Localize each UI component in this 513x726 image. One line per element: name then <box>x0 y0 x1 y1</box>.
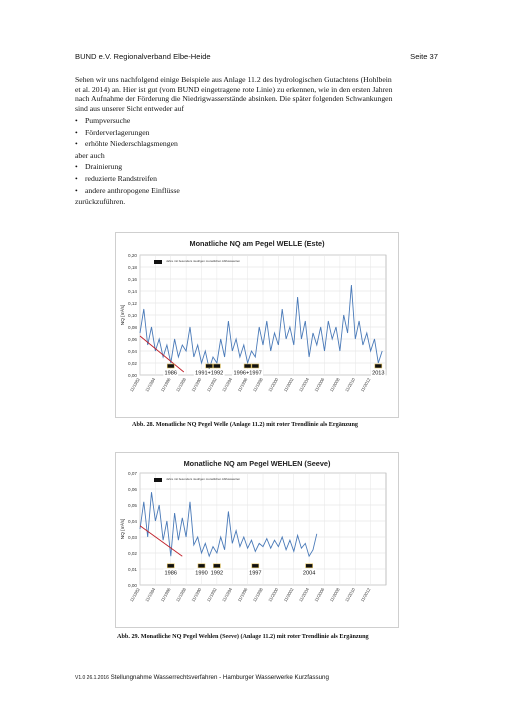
bullet-icon: • <box>75 185 78 195</box>
low-year-marker <box>306 564 313 568</box>
footer-text: Stellungnahme Wasserrechtsverfahren - Hamburger Wasserwerke Kurzfassung <box>110 674 329 681</box>
bullet-icon: • <box>75 116 78 125</box>
intro-paragraph <box>75 75 437 113</box>
low-year-marker <box>252 564 259 568</box>
list-item: • Drainierung <box>75 162 123 172</box>
marker-label: 2013 <box>372 370 385 377</box>
y-tick-label: 0,00 <box>128 372 137 378</box>
bullet-icon: • <box>75 173 78 183</box>
x-tick-label: 11/2002 <box>282 377 295 393</box>
marker-label: 1996+1997 <box>233 370 262 377</box>
figure-caption-wehlen: Abb. 29. Monatliche NQ Pegel Wehlen (Seeve) (Anlage 11.2) mit roter Trendlinie als Ergänzung <box>117 633 369 640</box>
y-tick-label: 0,12 <box>128 300 137 306</box>
y-axis-label: NQ [m³/s] <box>121 304 126 326</box>
intro-line: et al. 2014) an. Hier ist gut (vom BUND eingetragene rote Linie) zu erkennen, wie in den ersten Jahren <box>75 84 393 94</box>
x-tick-label: 11/2004 <box>298 377 310 393</box>
y-tick-label: 0,14 <box>128 288 137 294</box>
x-tick-label: 11/2000 <box>267 587 280 603</box>
low-year-marker <box>206 364 213 368</box>
chart-title: Monatliche NQ am Pegel WELLE (Este) <box>189 239 325 248</box>
bullet-icon: • <box>75 127 78 137</box>
version-label: V1.0 26.1.2016 <box>75 675 109 681</box>
y-tick-label: 0,04 <box>128 518 137 524</box>
x-tick-label: 11/2000 <box>267 377 280 393</box>
bullet-icon: • <box>75 139 78 149</box>
figure-welle <box>115 232 399 418</box>
low-year-marker <box>167 364 174 368</box>
x-tick-label: 11/1986 <box>159 377 172 393</box>
x-tick-label: 11/2012 <box>359 587 372 603</box>
figure-caption-welle: Abb. 28. Monatliche NQ Pegel Welle (Anlage 11.2) mit roter Trendlinie als Ergänzung <box>132 421 359 428</box>
legend-swatch <box>154 478 162 482</box>
low-year-marker <box>167 564 174 568</box>
intro-line: Sehen wir uns nachfolgend einige Beispiele aus Anlage 11.2 des hydrologischen Gutachtens (Hohlbein <box>75 75 392 84</box>
connector-text: aber auch <box>75 150 105 160</box>
x-tick-label: 11/1998 <box>251 377 264 393</box>
legend-swatch <box>154 260 162 264</box>
low-year-marker <box>213 364 220 368</box>
list-item: • Pumpversuche <box>75 116 131 125</box>
bullet-icon: • <box>75 162 78 172</box>
y-tick-label: 0,18 <box>128 264 137 270</box>
marker-label: 1991+1992 <box>195 370 224 377</box>
x-tick-label: 11/1988 <box>175 587 187 603</box>
y-tick-label: 0,16 <box>128 276 137 282</box>
x-tick-label: 11/1994 <box>221 377 234 393</box>
list-item: • Förderverlagerungen <box>75 127 150 137</box>
y-axis-label: NQ [m³/s] <box>121 518 126 540</box>
x-tick-label: 11/1990 <box>190 377 203 393</box>
page-number: Seite 37 <box>410 52 438 61</box>
x-tick-label: 11/2010 <box>344 587 357 603</box>
legend-label: Jahre mit besonders niedrigen monatlichen Abflusswerten <box>166 477 241 481</box>
closing-text: zurückzuführen. <box>75 197 126 207</box>
low-year-marker <box>244 364 251 368</box>
header-org: BUND e.V. Regionalverband Elbe-Heide <box>75 52 211 61</box>
x-tick-label: 11/1986 <box>159 587 172 603</box>
x-tick-label: 11/1988 <box>175 377 187 393</box>
marker-label: 1986 <box>164 370 177 377</box>
intro-line: nach Aufnahme der Förderung die Niedrigwasserstände absinken. Die später folgenden Schwankungen <box>75 94 393 104</box>
x-tick-label: 11/1992 <box>205 377 218 393</box>
marker-label: 1992 <box>210 570 224 577</box>
y-tick-label: 0,04 <box>128 348 137 354</box>
low-year-marker <box>252 364 259 368</box>
x-tick-label: 11/1996 <box>236 377 249 393</box>
x-tick-label: 11/1998 <box>251 587 264 603</box>
y-tick-label: 0,02 <box>128 360 137 366</box>
x-tick-label: 11/2006 <box>313 377 326 393</box>
x-tick-label: 11/2012 <box>359 377 372 393</box>
low-year-marker <box>213 564 220 568</box>
page-footer <box>75 674 329 681</box>
x-tick-label: 11/2010 <box>344 377 357 393</box>
chart-title: Monatliche NQ am Pegel WEHLEN (Seeve) <box>183 459 331 468</box>
chart-welle <box>116 233 398 417</box>
marker-label: 2004 <box>302 570 316 577</box>
y-tick-label: 0,20 <box>128 252 137 258</box>
y-tick-label: 0,06 <box>128 336 137 342</box>
x-tick-label: 11/2004 <box>298 587 310 603</box>
intro-line: sind aus unserer Sicht entweder auf <box>75 103 185 113</box>
x-tick-label: 11/1992 <box>205 587 218 603</box>
x-tick-label: 11/2008 <box>328 377 341 393</box>
legend-label: Jahre mit besonders niedrigen monatlichen Abflusswerten <box>166 259 241 263</box>
y-tick-label: 0,07 <box>128 470 137 476</box>
chart-wehlen <box>116 453 398 627</box>
list-item: • erhöhte Niederschlagsmengen <box>75 139 178 149</box>
marker-label: 1986 <box>164 570 177 577</box>
x-tick-label: 11/1990 <box>190 587 203 603</box>
x-tick-label: 11/2008 <box>328 587 341 603</box>
x-tick-label: 11/1994 <box>221 587 234 603</box>
y-tick-label: 0,03 <box>128 534 137 540</box>
y-tick-label: 0,10 <box>128 312 137 318</box>
x-tick-label: 11/1982 <box>128 587 141 603</box>
y-tick-label: 0,05 <box>128 502 137 508</box>
list-item: • andere anthropogene Einflüsse <box>75 185 180 195</box>
list-item: • reduzierte Randstreifen <box>75 173 157 183</box>
low-year-marker <box>375 364 382 368</box>
figure-wehlen <box>115 452 399 628</box>
marker-label: 1990 <box>195 570 208 577</box>
reasons-list <box>75 115 437 208</box>
x-tick-label: 11/1984 <box>144 587 157 603</box>
y-tick-label: 0,02 <box>128 550 137 556</box>
x-tick-label: 11/1984 <box>144 377 157 393</box>
x-tick-label: 11/2006 <box>313 587 326 603</box>
y-tick-label: 0,01 <box>128 566 137 572</box>
page-header <box>75 52 438 64</box>
y-tick-label: 0,08 <box>128 324 137 330</box>
y-tick-label: 0,06 <box>128 486 137 492</box>
low-year-marker <box>198 564 205 568</box>
x-tick-label: 11/2002 <box>282 587 295 603</box>
x-tick-label: 11/1982 <box>128 377 141 393</box>
y-tick-label: 0,00 <box>128 582 137 588</box>
x-tick-label: 11/1996 <box>236 587 249 603</box>
marker-label: 1997 <box>249 570 262 577</box>
